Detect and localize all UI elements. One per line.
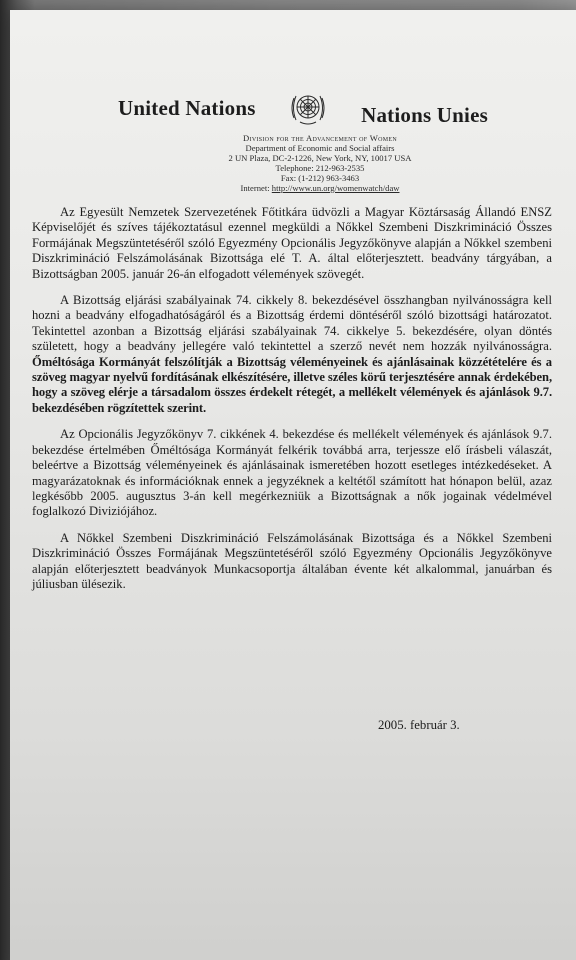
letterhead-contact-block xyxy=(190,133,450,193)
internet-link[interactable]: http://www.un.org/womenwatch/daw xyxy=(271,183,400,193)
fax: Fax: (1-212) 963-3463 xyxy=(280,173,360,183)
paragraph-2-text: A Bizottság eljárási szabályainak 74. cikkely 8. bekezdésével összhangban nyilvánosságra kell hozni a beadvány elfogadhatóságáról és a Bizottság érdemi döntéséről szóló bizottsági határozatot. Tekintettel azonban a Bizottság eljárási szabályainak 74. cikkelye 5. bekezdésére, olyan döntés született, hogy a beadvány jellegére való tekintettel a szerző nevét nem hozzák nyilvánosságra. xyxy=(32,293,552,354)
department-name: Department of Economic and Social affairs xyxy=(245,143,395,153)
letterhead-title-row xyxy=(118,88,488,128)
paragraph-4: A Nőkkel Szembeni Diszkrimináció Felszámolásának Bizottsága és a Nőkkel Szembeni Diszkrimináció Összes Formájának Megszüntetéséről szóló Egyezmény Opcionális Jegyzőkönyve alapján előterjesztett beadványok Munkacsoportja általában évente két alkalommal, januárban és júliusban ülésezik. xyxy=(32,530,552,591)
un-emblem-icon xyxy=(288,88,328,128)
organization-name-french: Nations Unies xyxy=(361,102,488,127)
telephone: Telephone: 212-963-2535 xyxy=(275,163,365,173)
letter-body xyxy=(32,205,552,603)
paragraph-3: Az Opcionális Jegyzőkönyv 7. cikkének 4. bekezdése és mellékelt vélemények és ajánlások 9.7. bekezdése értelmében Őméltósága Kormányát felkérik továbbá arra, terjessze elő írásbeli válaszát, beleértve a Bizottság véleményeinek és ajánlásainak ismeretében hozott esetleges intézkedéseket. A magyarázatoknak és információknak ennek a jegyzéknek a keltétől számított hat hónapon belül, azaz legkésőbb 2005. augusztus 3-án kell megérkezniük a Bizottságnak a nők jogainak védelmével foglalkozó Diviziójához. xyxy=(32,427,552,519)
division-name: Division for the Advancement of Women xyxy=(243,133,397,143)
paragraph-2-bold-text: Őméltósága Kormányát felszólítják a Bizottság véleményeinek és ajánlásainak közzétételére és a szöveg magyar nyelvű fordításának elkészítésére, illetve széles körű terjesztésére annak érdekében, hogy a szöveg elérje a társadalom összes érdekelt rétegét, a mellékelt vélemények és ajánlások 9.7. bekezdésében rögzítettek szerint. xyxy=(32,354,552,415)
letterhead xyxy=(118,88,488,128)
letter-date: 2005. február 3. xyxy=(378,718,460,732)
internet-label: Internet: xyxy=(240,183,270,193)
address: 2 UN Plaza, DC-2-1226, New York, NY, 10017 USA xyxy=(228,153,412,163)
paragraph-2 xyxy=(32,293,552,416)
paragraph-1: Az Egyesült Nemzetek Szervezetének Főtitkára üdvözli a Magyar Köztársaság Állandó ENSZ Képviselőjét és szíves tájékoztatásul ezennel megküldi a Nőkkel Szembeni Diszkrimináció Összes Formájának Megszüntetéséről szóló Egyezmény Opcionális Jegyzőkönyve alapján a Nőkkel szembeni Diszkrimináció Felszámolásának Bizottsága elé T. A. által előterjesztett. beadvány tárgyában, a Bizottságban 2005. január 26-án elfogadott vélemények szövegét. xyxy=(32,205,552,281)
organization-name-english: United Nations xyxy=(118,95,256,120)
internet-line xyxy=(190,183,450,193)
